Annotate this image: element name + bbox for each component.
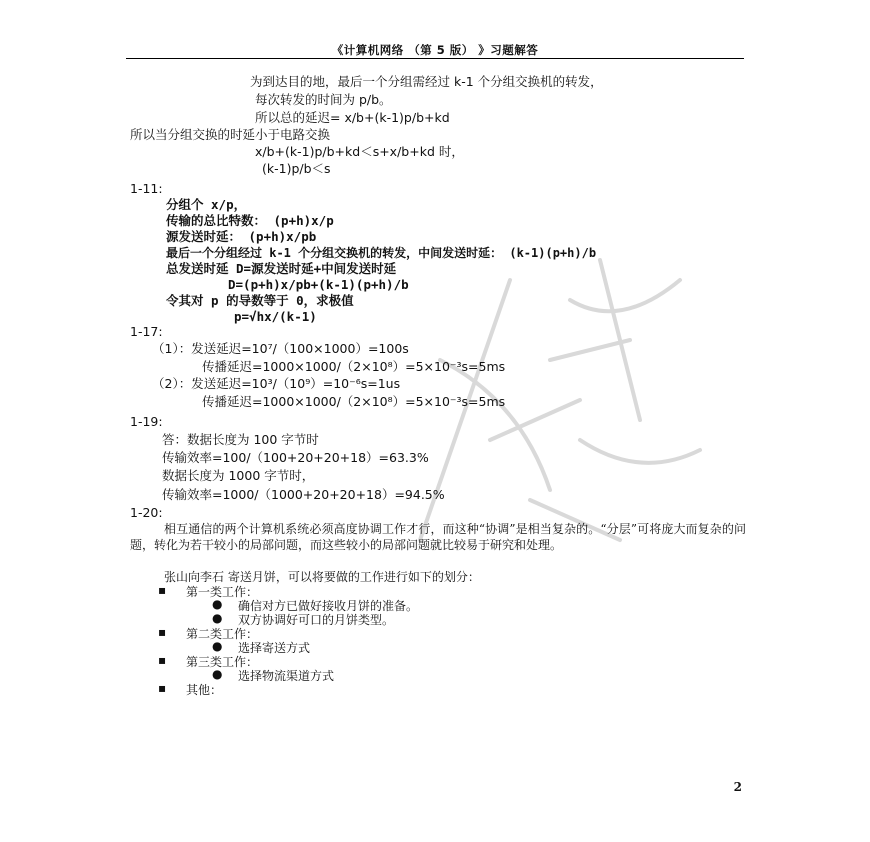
q11-line-1: 分组个 x/p，: [166, 197, 247, 212]
q11-line-6: D=(p+h)x/pb+(k-1)(p+h)/b: [228, 277, 409, 292]
q20-paragraph-1: 相互通信的两个计算机系统必须高度协调工作才行，而这种“协调”是相当复杂的。“分层”可将庞大而复杂的问题，转化为若干较小的局部问题，而这些较小的局部问题就比较易于研究和处理。: [130, 522, 746, 552]
q17-line-1: （1）：发送延迟=10⁷/（100×1000）=100s: [152, 341, 409, 356]
intro-line-3: 所以总的延迟= x/b+(k-1)p/b+kd: [255, 110, 450, 125]
q19-line-3: 数据长度为 1000 字节时，: [162, 468, 315, 483]
intro-line-6: (k-1)p/b＜s: [262, 161, 331, 176]
q11-line-8: p=√hx/(k-1): [234, 309, 317, 324]
intro-line-2: 每次转发的时间为 p/b。: [255, 92, 392, 107]
q19-line-1: 答：数据长度为 100 字节时: [162, 432, 319, 447]
q11-line-5: 总发送时延 D=源发送时延+中间发送时延: [166, 261, 397, 276]
q20-title: 1-20:: [130, 505, 163, 520]
page-number: 2: [733, 780, 742, 794]
q19-line-4: 传输效率=1000/（1000+20+20+18）=94.5%: [162, 487, 445, 502]
q11-title: 1-11:: [130, 181, 163, 196]
q11-line-4: 最后一个分组经过 k-1 个分组交换机的转发，中间发送时延： (k-1)(p+h)/b: [166, 246, 597, 260]
bullet-dot-icon: ●: [212, 611, 223, 625]
q20-paragraph-2: 张山向李石 寄送月饼，可以将要做的工作进行如下的划分：: [164, 570, 480, 584]
bullet-dash-icon: ▪: [158, 583, 167, 597]
q17-title: 1-17:: [130, 324, 163, 339]
q11-line-7: 令其对 p 的导数等于 0，求极值: [166, 293, 354, 308]
q20-bullet-2: 第二类工作：: [186, 627, 259, 641]
q17-line-3: （2）：发送延迟=10³/（10⁹）=10⁻⁶s=1us: [152, 376, 401, 391]
q20-bullet-2a: 选择寄送方式: [238, 641, 311, 655]
bullet-dot-icon: ●: [212, 667, 223, 681]
q17-line-2: 传播延迟=1000×1000/（2×10⁸）=5×10⁻³s=5ms: [202, 359, 506, 374]
intro-line-4: 所以当分组交换的时延小于电路交换: [130, 127, 331, 142]
page-header: 《计算机网络 （第 5 版） 》习题解答: [331, 43, 539, 57]
q20-bullet-1b: 双方协调好可口的月饼类型。: [238, 613, 395, 627]
q17-line-4: 传播延迟=1000×1000/（2×10⁸）=5×10⁻³s=5ms: [202, 394, 506, 409]
q20-bullet-4: 其他：: [186, 683, 223, 697]
q19-line-2: 传输效率=100/（100+20+20+18）=63.3%: [162, 450, 429, 465]
q20-bullet-1: 第一类工作：: [186, 585, 259, 599]
intro-line-1: 为到达目的地，最后一个分组需经过 k-1 个分组交换机的转发，: [250, 74, 603, 89]
bullet-dash-icon: ▪: [158, 681, 167, 695]
q11-line-2: 传输的总比特数： (p+h)x/p: [166, 213, 334, 228]
bullet-dash-icon: ▪: [158, 625, 167, 639]
bullet-dot-icon: ●: [212, 639, 223, 653]
q20-bullet-1a: 确信对方已做好接收月饼的准备。: [238, 599, 419, 613]
header-rule: [126, 58, 744, 59]
q20-bullet-3: 第三类工作：: [186, 655, 259, 669]
bullet-dash-icon: ▪: [158, 653, 167, 667]
q19-title: 1-19:: [130, 414, 163, 429]
intro-line-5: x/b+(k-1)p/b+kd＜s+x/b+kd 时，: [255, 144, 464, 159]
q20-bullet-3a: 选择物流渠道方式: [238, 669, 335, 683]
bullet-dot-icon: ●: [212, 597, 223, 611]
q11-line-3: 源发送时延： (p+h)x/pb: [166, 229, 317, 244]
